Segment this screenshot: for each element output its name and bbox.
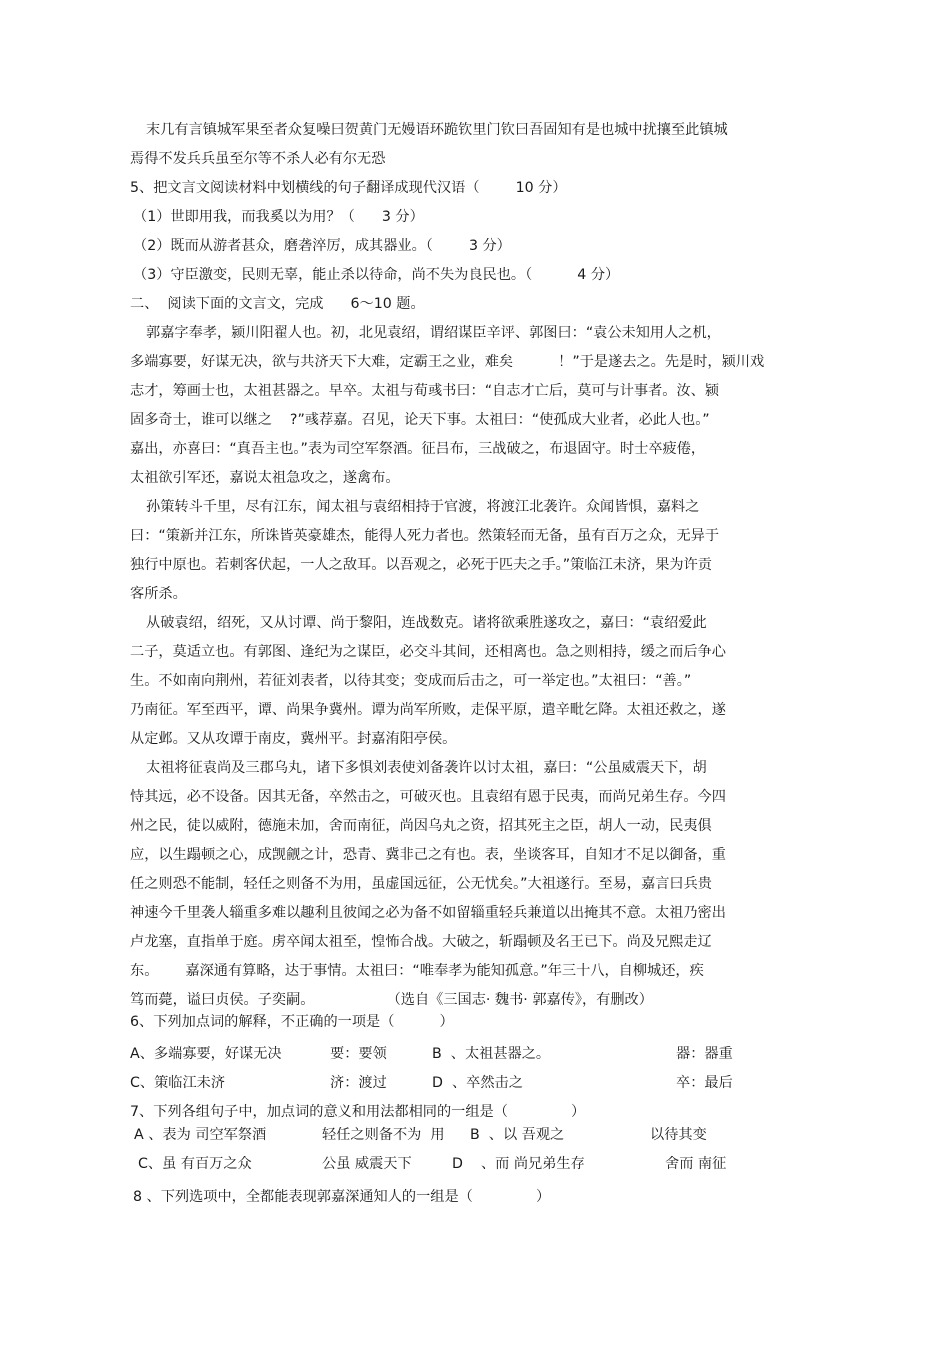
text-line: 焉得不发兵兵虽至尔等不杀人必有尔无恐 — [130, 151, 386, 167]
q7-option-c: C、虽 有百万之众 — [138, 1156, 252, 1172]
q6-option-b: B 、太祖甚器之。 — [432, 1046, 551, 1062]
q7-option-d-compare: 舍而 南征 — [665, 1156, 727, 1172]
q6-option-d: D 、卒然击之 — [432, 1075, 523, 1091]
q6-option-b-gloss: 器：器重 — [676, 1046, 733, 1062]
passage-line: 从破袁绍，绍死，又从讨谭、尚于黎阳，连战数克。诸将欲乘胜遂攻之，嘉曰：“袁绍爱此 — [146, 615, 707, 631]
passage-line: 太祖欲引军还，嘉说太祖急攻之，遂禽布。 — [130, 470, 400, 486]
passage-line: 固多奇士，谁可以继之 ?”彧荐嘉。召见，论天下事。太祖曰：“使孤成大业者，必此人也。” — [130, 412, 710, 428]
q7-option-a: A 、表为 司空军祭酒 — [134, 1127, 267, 1143]
question-8: 8 、下列选项中，全都能表现郭嘉深通知人的一组是（ ） — [133, 1189, 551, 1205]
q7-option-a-compare: 轻任之则备不为 用 — [322, 1127, 445, 1143]
question-5-item-3: （3）守臣激变，民则无辜，能止杀以待命，尚不失为良民也。（ 4 分） — [133, 267, 620, 283]
passage-line: 太祖将征袁尚及三郡乌丸，诸下多惧刘表使刘备袭许以讨太祖，嘉曰：“公虽威震天下，胡 — [146, 760, 707, 776]
q7-option-d: D 、而 尚兄弟生存 — [452, 1156, 585, 1172]
question-6: 6、下列加点词的解释，不正确的一项是（ ） — [130, 1014, 454, 1030]
passage-line: 志才，筹画士也，太祖甚器之。早卒。太祖与荀彧书曰：“自志才亡后，莫可与计事者。汝、颍 — [130, 383, 720, 399]
passage-line: 二子，莫适立也。有郭图、逢纪为之谋臣，必交斗其间，还相离也。急之则相持，缓之而后争心 — [130, 644, 726, 660]
q6-option-c: C、策临江未济 — [130, 1075, 226, 1091]
passage-line: 客所杀。 — [130, 586, 187, 602]
passage-line: 郭嘉字奉孝，颍川阳翟人也。初，北见袁绍，谓绍谋臣辛评、郭图曰：“袁公未知用人之机， — [146, 325, 721, 341]
text-line: 末几有言镇城军果至者众复噪曰贺黄门无嫚语环跪钦里门钦曰吾固知有是也城中扰攘至此镇城 — [146, 122, 728, 138]
q7-option-b-compare: 以待其变 — [650, 1127, 707, 1143]
question-5-item-1: （1）世即用我，而我奚以为用？（ 3 分） — [133, 209, 424, 225]
passage-line: 卢龙塞，直指单于庭。虏卒闻太祖至，惶怖合战。大破之，斩蹋顿及名王已下。尚及兄熙走辽 — [130, 934, 712, 950]
passage-line: 任之则恐不能制，轻任之则备不为用，虽虚国远征，公无忧矣。”大祖遂行。至易，嘉言曰兵贵 — [130, 876, 712, 892]
question-5-item-2: （2）既而从游者甚众，磨砻淬厉，成其器业。（ 3 分） — [133, 238, 511, 254]
passage-line: 恃其远，必不设备。因其无备，卒然击之，可破灭也。且袁绍有恩于民夷，而尚兄弟生存。今四 — [130, 789, 726, 805]
q6-option-d-gloss: 卒：最后 — [676, 1075, 733, 1091]
q6-option-a-gloss: 要：要领 — [330, 1046, 387, 1062]
passage-line: 曰：“策新并江东，所诛皆英豪雄杰，能得人死力者也。然策轻而无备，虽有百万之众，无异于 — [130, 528, 720, 544]
passage-line: 东。 嘉深通有算略，达于事情。太祖曰：“唯奉孝为能知孤意。”年三十八，自柳城还，疾 — [130, 963, 704, 979]
passage-line: 独行中原也。若刺客伏起，一人之敌耳。以吾观之，必死于匹夫之手。”策临江未济，果为许贡 — [130, 557, 712, 573]
passage-line: 从定邺。又从攻谭于南皮，冀州平。封嘉洧阳亭侯。 — [130, 731, 457, 747]
section-heading: 二、 阅读下面的文言文，完成 6～10 题。 — [130, 296, 425, 312]
passage-line: 嘉出，亦喜曰：“真吾主也。”表为司空军祭酒。征吕布，三战破之，布退固守。时士卒疲倦， — [130, 441, 706, 457]
q6-option-a: A、多端寡要，好谋无决 — [130, 1046, 282, 1062]
question-5: 5、把文言文阅读材料中划横线的句子翻译成现代汉语（ 10 分） — [130, 180, 567, 196]
q7-option-c-compare: 公虽 威震天下 — [322, 1156, 412, 1172]
passage-line: 多端寡要，好谋无决，欲与共济天下大难，定霸王之业，难矣 ！”于是遂去之。先是时，颍川戏 — [130, 354, 765, 370]
question-7: 7、下列各组句子中，加点词的意义和用法都相同的一组是（ ） — [130, 1104, 586, 1120]
passage-line: 生。不如南向荆州，若征刘表者，以待其变；变成而后击之，可一举定也。”太祖曰：“善。” — [130, 673, 692, 689]
passage-line: 乃南征。军至西平，谭、尚果争冀州。谭为尚军所败，走保平原，遣辛毗乞降。太祖还救之，遂 — [130, 702, 726, 718]
passage-line: 州之民，徒以威附，德施未加，舍而南征，尚因乌丸之资，招其死主之臣，胡人一动，民夷俱 — [130, 818, 712, 834]
passage-source-line: 笃而薨，谥曰贞侯。子奕嗣。 （选自《三国志· 魏书· 郭嘉传》，有删改） — [130, 992, 653, 1008]
passage-line: 孙策转斗千里，尽有江东，闻太祖与袁绍相持于官渡，将渡江北袭许。众闻皆惧，嘉料之 — [146, 499, 700, 515]
q6-option-c-gloss: 济：渡过 — [330, 1075, 387, 1091]
passage-line: 神速今千里袭人辎重多难以趣利且彼闻之必为备不如留辎重轻兵兼道以出掩其不意。太祖乃密出 — [130, 905, 726, 921]
passage-line: 应，以生蹋顿之心，成觊觎之计，恐青、冀非己之有也。表，坐谈客耳，自知才不足以御备，重 — [130, 847, 726, 863]
q7-option-b: B 、以 吾观之 — [470, 1127, 565, 1143]
